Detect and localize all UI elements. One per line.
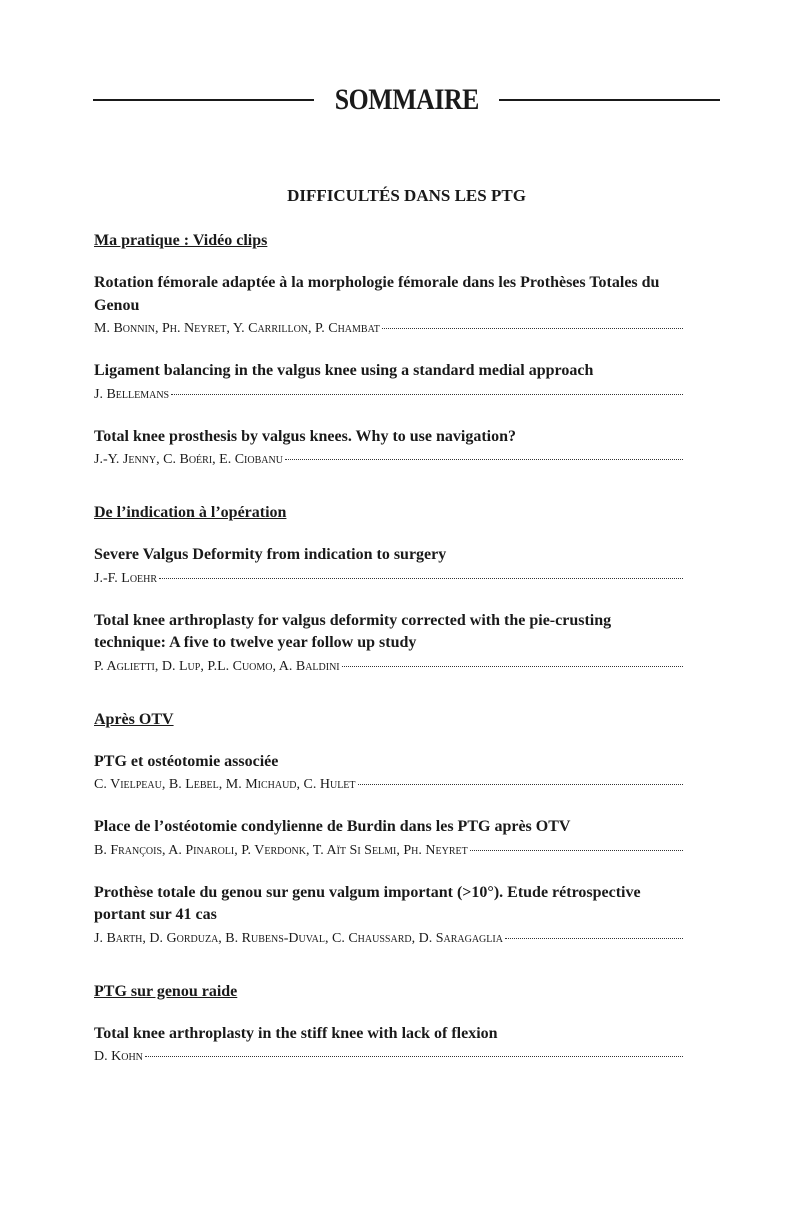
entry-authors: J. Bellemans xyxy=(94,386,170,402)
section-heading[interactable]: Ma pratique : Vidéo clips xyxy=(94,232,268,249)
toc-section xyxy=(94,709,683,949)
entry-title: Severe Valgus Deformity from indication to surgery xyxy=(94,546,447,563)
section-heading[interactable]: De l’indication à l’opération xyxy=(94,504,287,521)
authors-line xyxy=(94,773,683,795)
entry-title: Prothèse totale du genou sur genu valgum important (>10°). Etude rétrospective portant sur 41 cas xyxy=(94,883,641,923)
entry-authors: J.-F. Loehr xyxy=(94,570,158,586)
toc-entry[interactable] xyxy=(94,272,683,339)
toc-entry[interactable] xyxy=(94,426,683,471)
entry-title: Rotation fémorale adaptée à la morphologie fémorale dans les Prothèses Totales du Genou xyxy=(94,274,660,314)
header-rule-left xyxy=(93,99,314,101)
toc-section xyxy=(94,981,683,1068)
entry-authors: M. Bonnin, Ph. Neyret, Y. Carrillon, P. Chambat xyxy=(94,321,380,336)
dot-leader xyxy=(342,652,683,667)
entry-title: Total knee prosthesis by valgus knees. Why to use navigation? xyxy=(94,427,517,445)
entry-title: Total knee arthroplasty in the stiff knee with lack of flexion xyxy=(94,1024,498,1042)
toc-entry[interactable] xyxy=(94,544,683,589)
toc-content xyxy=(94,230,683,1088)
toc-section xyxy=(94,502,683,677)
entry-title: Total knee arthroplasty for valgus deformity corrected with the pie-crusting technique: A five to twelve year follow up study xyxy=(94,611,612,651)
dot-leader xyxy=(159,564,683,579)
header-rule-right xyxy=(499,99,720,101)
page-title: SOMMAIRE xyxy=(334,83,479,116)
part-title: DIFFICULTÉS DANS LES PTG xyxy=(287,186,526,205)
authors-line xyxy=(94,317,683,339)
entry-authors: J. Barth, D. Gorduza, B. Rubens-Duval, C. Chaussard, D. Saragaglia xyxy=(94,930,503,946)
section-heading[interactable]: Après OTV xyxy=(94,710,174,728)
entry-title: PTG et ostéotomie associée xyxy=(94,752,279,770)
authors-line xyxy=(94,567,683,589)
toc-entry[interactable] xyxy=(94,751,683,796)
dot-leader xyxy=(358,770,683,785)
dot-leader xyxy=(285,445,683,460)
authors-line xyxy=(94,383,683,405)
toc-entry[interactable] xyxy=(94,610,683,677)
authors-line xyxy=(94,1045,683,1067)
toc-entry[interactable] xyxy=(94,882,683,949)
entry-authors: B. François, A. Pinaroli, P. Verdonk, T. Aït Si Selmi, Ph. Neyret xyxy=(94,842,468,858)
entry-authors: D. Kohn xyxy=(94,1049,143,1064)
dot-leader xyxy=(145,1042,683,1057)
entry-authors: J.-Y. Jenny, C. Boéri, E. Ciobanu xyxy=(94,452,283,467)
toc-entry[interactable] xyxy=(94,360,683,405)
dot-leader xyxy=(505,924,683,939)
entry-authors: C. Vielpeau, B. Lebel, M. Michaud, C. Hulet xyxy=(94,777,356,792)
authors-line xyxy=(94,655,683,677)
entry-title: Place de l’ostéotomie condylienne de Burdin dans les PTG après OTV xyxy=(94,818,571,835)
page-header xyxy=(93,80,720,120)
dot-leader xyxy=(382,314,683,329)
entry-authors: P. Aglietti, D. Lup, P.L. Cuomo, A. Baldini xyxy=(94,658,340,674)
entry-title: Ligament balancing in the valgus knee using a standard medial approach xyxy=(94,362,594,379)
dot-leader xyxy=(171,380,683,395)
authors-line xyxy=(94,448,683,470)
authors-line xyxy=(94,839,683,861)
toc-entry[interactable] xyxy=(94,816,683,861)
dot-leader xyxy=(470,836,683,851)
authors-line xyxy=(94,927,683,949)
toc-section xyxy=(94,230,683,470)
toc-entry[interactable] xyxy=(94,1023,683,1068)
section-heading[interactable]: PTG sur genou raide xyxy=(94,982,238,1000)
